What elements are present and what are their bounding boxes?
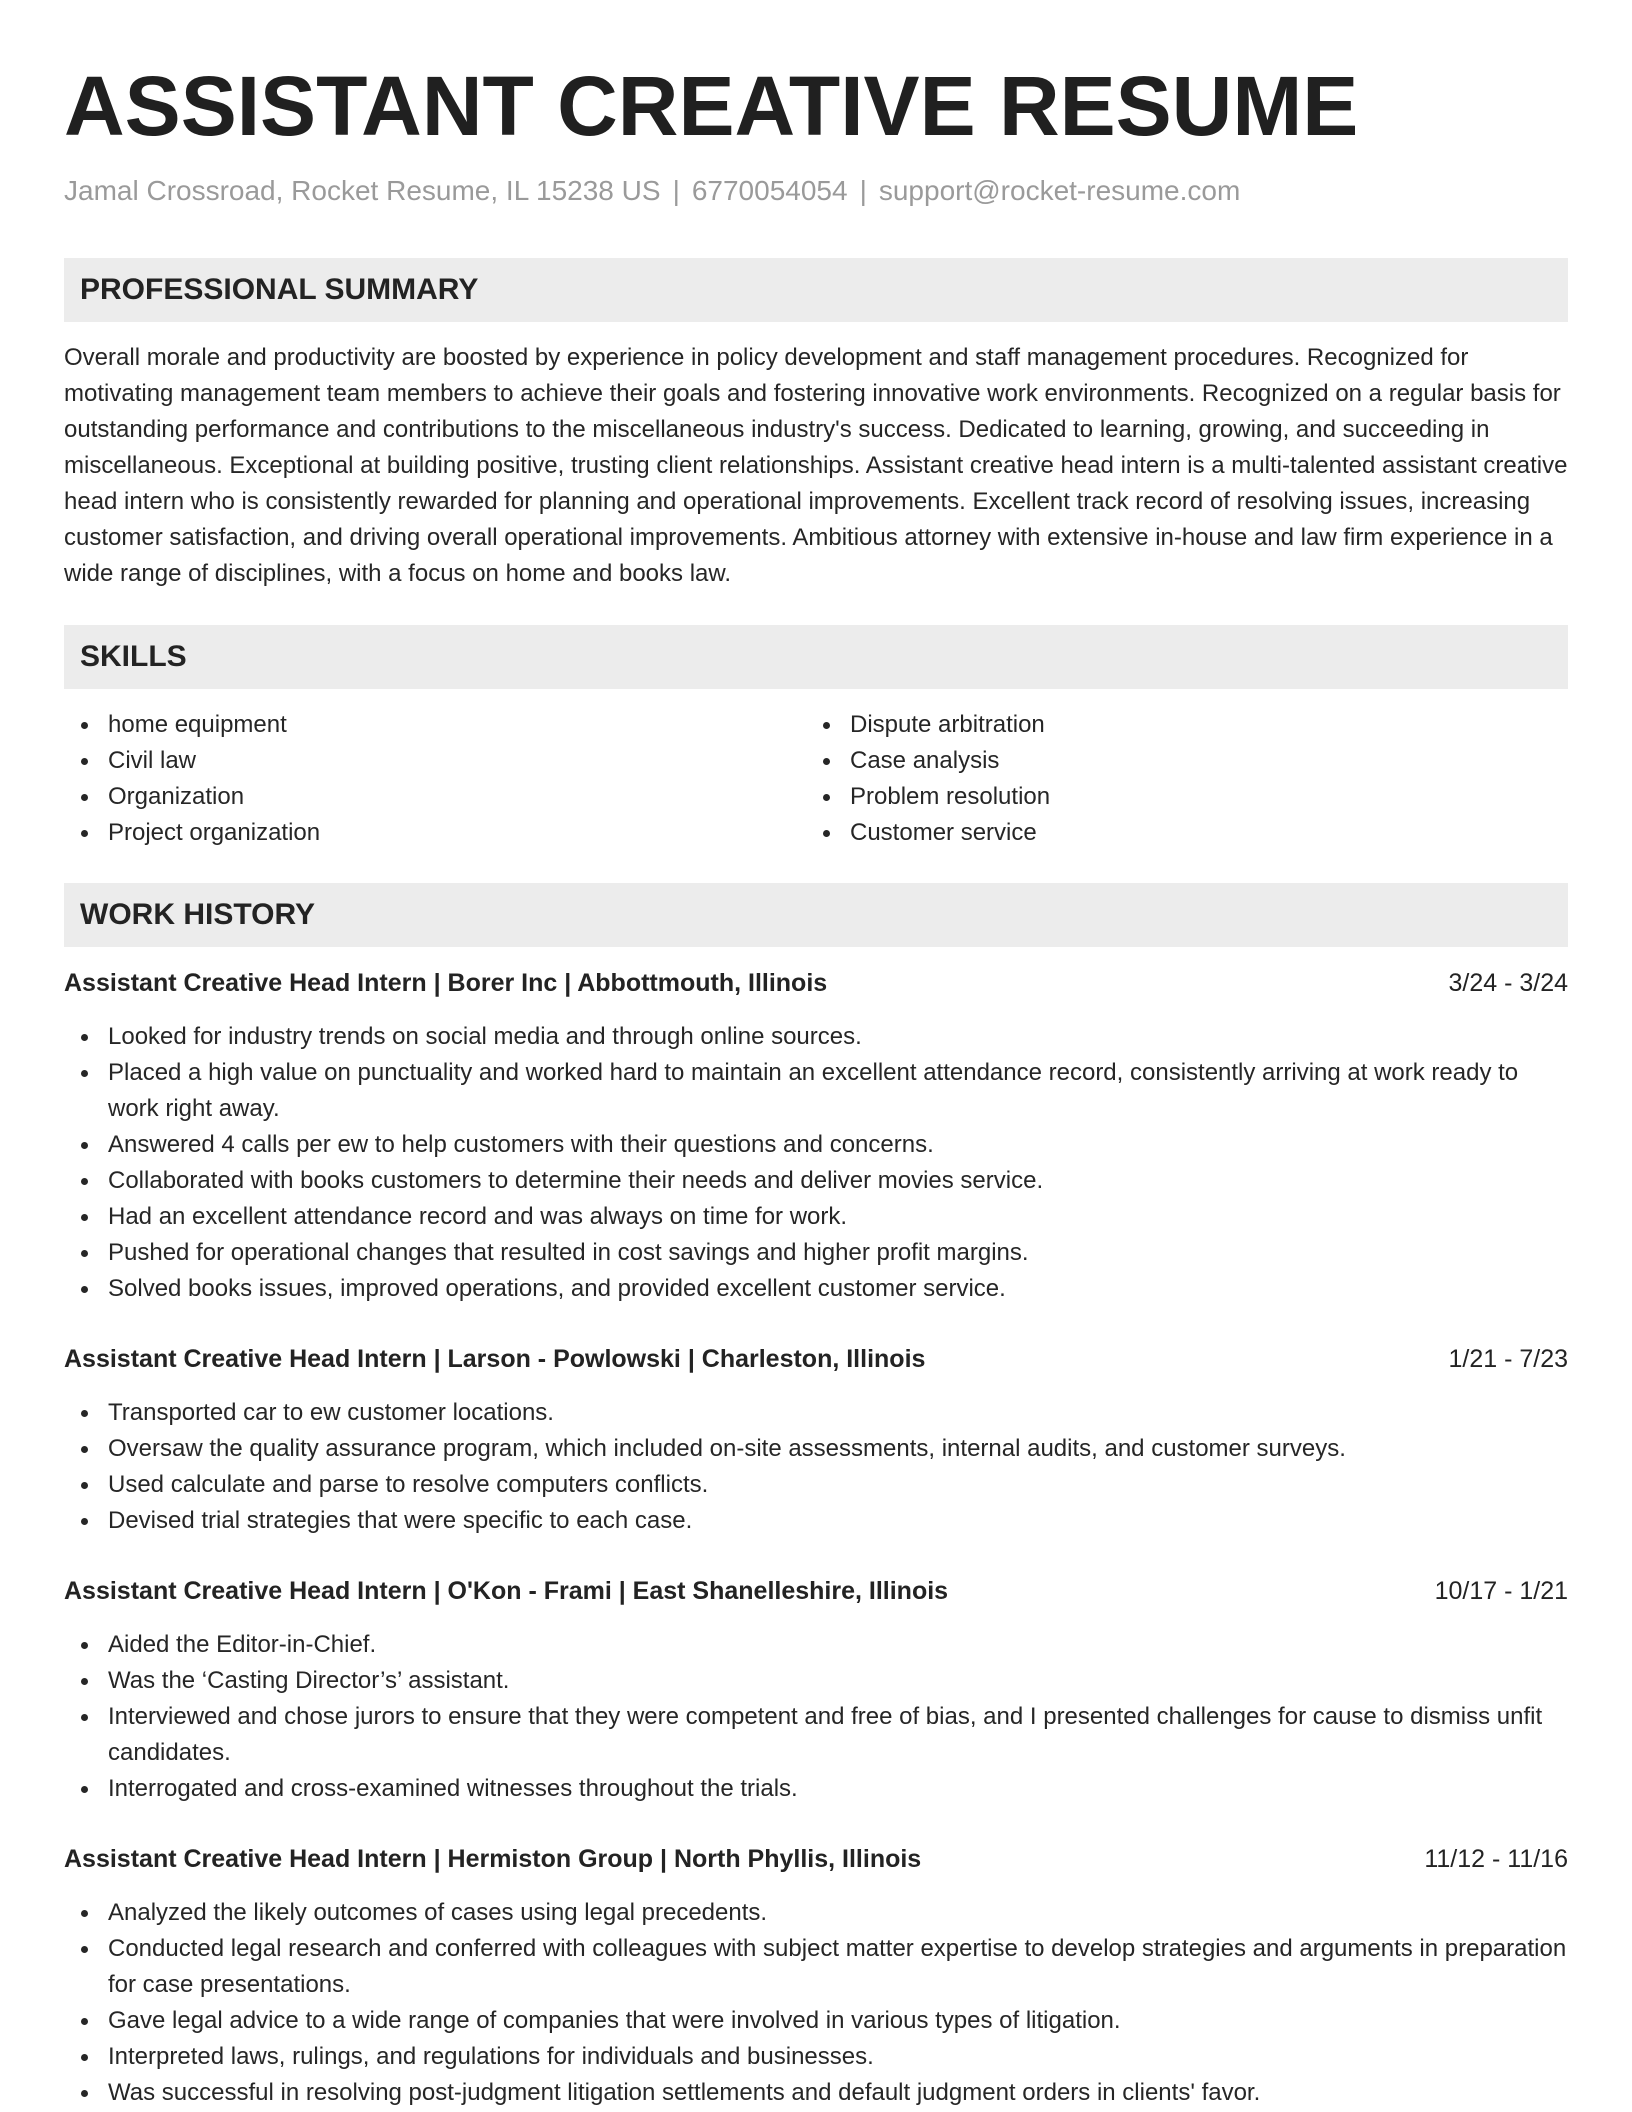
resume-title: ASSISTANT CREATIVE RESUME: [64, 59, 1359, 153]
skill-item: Customer service: [806, 815, 1548, 851]
skills-column-left: [64, 707, 806, 851]
skill-item: Civil law: [64, 743, 806, 779]
skills-heading: SKILLS: [64, 625, 1568, 689]
job-bullet: Conducted legal research and conferred with colleagues with subject matter expertise to develop strategies and arguments in preparation for case presentations.: [64, 1931, 1568, 2003]
job-header: [64, 1841, 1568, 1877]
contact-phone: 6770054054: [691, 175, 848, 206]
skill-item: Problem resolution: [806, 779, 1548, 815]
job-bullet: Was successful in resolving post-judgment litigation settlements and default judgment orders in clients' favor.: [64, 2075, 1568, 2111]
contact-separator: |: [672, 175, 680, 206]
job-bullet: Collaborated with books customers to determine their needs and deliver movies service.: [64, 1163, 1568, 1199]
contact-separator: |: [859, 175, 867, 206]
job-bullet: Had an excellent attendance record and was always on time for work.: [64, 1199, 1568, 1235]
contact-email: support@rocket-resume.com: [878, 175, 1241, 206]
job-bullet: Looked for industry trends on social media and through online sources.: [64, 1019, 1568, 1055]
skill-item: home equipment: [64, 707, 806, 743]
job-entry: [64, 965, 1568, 1307]
skill-item: Case analysis: [806, 743, 1548, 779]
job-title: Assistant Creative Head Intern | Borer Inc | Abbottmouth, Illinois: [64, 969, 828, 997]
job-entry: [64, 1341, 1568, 1539]
job-header: [64, 965, 1568, 1001]
job-entry: [64, 1841, 1568, 2111]
skill-item: Project organization: [64, 815, 806, 851]
job-bullet: Aided the Editor-in-Chief.: [64, 1627, 1568, 1663]
skills-list: [64, 707, 1568, 851]
job-bullet: Solved books issues, improved operations, and provided excellent customer service.: [64, 1271, 1568, 1307]
skills-column-right: [806, 707, 1548, 851]
job-title: Assistant Creative Head Intern | O'Kon - Frami | East Shanelleshire, Illinois: [64, 1577, 949, 1605]
job-bullets: [64, 1395, 1568, 1539]
job-bullet: Used calculate and parse to resolve computers conflicts.: [64, 1467, 1568, 1503]
job-bullet: Interrogated and cross-examined witnesses throughout the trials.: [64, 1771, 1568, 1807]
job-title: Assistant Creative Head Intern | Hermiston Group | North Phyllis, Illinois: [64, 1845, 922, 1873]
job-entry: [64, 1573, 1568, 1807]
job-bullets: [64, 1895, 1568, 2111]
job-dates: 11/12 - 11/16: [1424, 1845, 1568, 1873]
job-bullet: Answered 4 calls per ew to help customers with their questions and concerns.: [64, 1127, 1568, 1163]
work-history-list: [64, 965, 1568, 2111]
job-bullet: Oversaw the quality assurance program, which included on-site assessments, internal audits, and customer surveys.: [64, 1431, 1568, 1467]
job-bullet: Pushed for operational changes that resulted in cost savings and higher profit margins.: [64, 1235, 1568, 1271]
job-bullet: Interviewed and chose jurors to ensure that they were competent and free of bias, and I presented challenges for cause to dismiss unfit candidates.: [64, 1699, 1568, 1771]
job-bullet: Analyzed the likely outcomes of cases using legal precedents.: [64, 1895, 1568, 1931]
job-dates: 1/21 - 7/23: [1448, 1345, 1568, 1373]
job-bullets: [64, 1019, 1568, 1307]
job-bullet: Interpreted laws, rulings, and regulations for individuals and businesses.: [64, 2039, 1568, 2075]
work-history-heading: WORK HISTORY: [64, 883, 1568, 947]
summary-text: Overall morale and productivity are boosted by experience in policy development and staff management procedures. Recognized for motivating management team members to achieve their goals and fostering innovative work environments. Recognized on a regular basis for outstanding performance and contributions to the miscellaneous industry's success. Dedicated to learning, growing, and succeeding in miscellaneous. Exceptional at building positive, trusting client relationships. Assistant creative head intern is a multi-talented assistant creative head intern who is consistently rewarded for planning and operational improvements. Excellent track record of resolving issues, increasing customer satisfaction, and driving overall operational improvements. Ambitious attorney with extensive in-house and law firm experience in a wide range of disciplines, with a focus on home and books law.: [64, 344, 1568, 587]
contact-line: [64, 174, 1568, 208]
summary-heading: PROFESSIONAL SUMMARY: [64, 258, 1568, 322]
job-bullet: Devised trial strategies that were specific to each case.: [64, 1503, 1568, 1539]
contact-address: Jamal Crossroad, Rocket Resume, IL 15238 US: [64, 175, 661, 206]
job-bullet: Was the ‘Casting Director’s’ assistant.: [64, 1663, 1568, 1699]
job-bullet: Transported car to ew customer locations.: [64, 1395, 1568, 1431]
job-header: [64, 1573, 1568, 1609]
job-header: [64, 1341, 1568, 1377]
job-dates: 3/24 - 3/24: [1448, 969, 1568, 997]
job-dates: 10/17 - 1/21: [1434, 1577, 1568, 1605]
skill-item: Organization: [64, 779, 806, 815]
skill-item: Dispute arbitration: [806, 707, 1548, 743]
job-bullet: Placed a high value on punctuality and worked hard to maintain an excellent attendance record, consistently arriving at work ready to work right away.: [64, 1055, 1568, 1127]
job-bullet: Gave legal advice to a wide range of companies that were involved in various types of litigation.: [64, 2003, 1568, 2039]
job-bullets: [64, 1627, 1568, 1807]
job-title: Assistant Creative Head Intern | Larson - Powlowski | Charleston, Illinois: [64, 1345, 926, 1373]
